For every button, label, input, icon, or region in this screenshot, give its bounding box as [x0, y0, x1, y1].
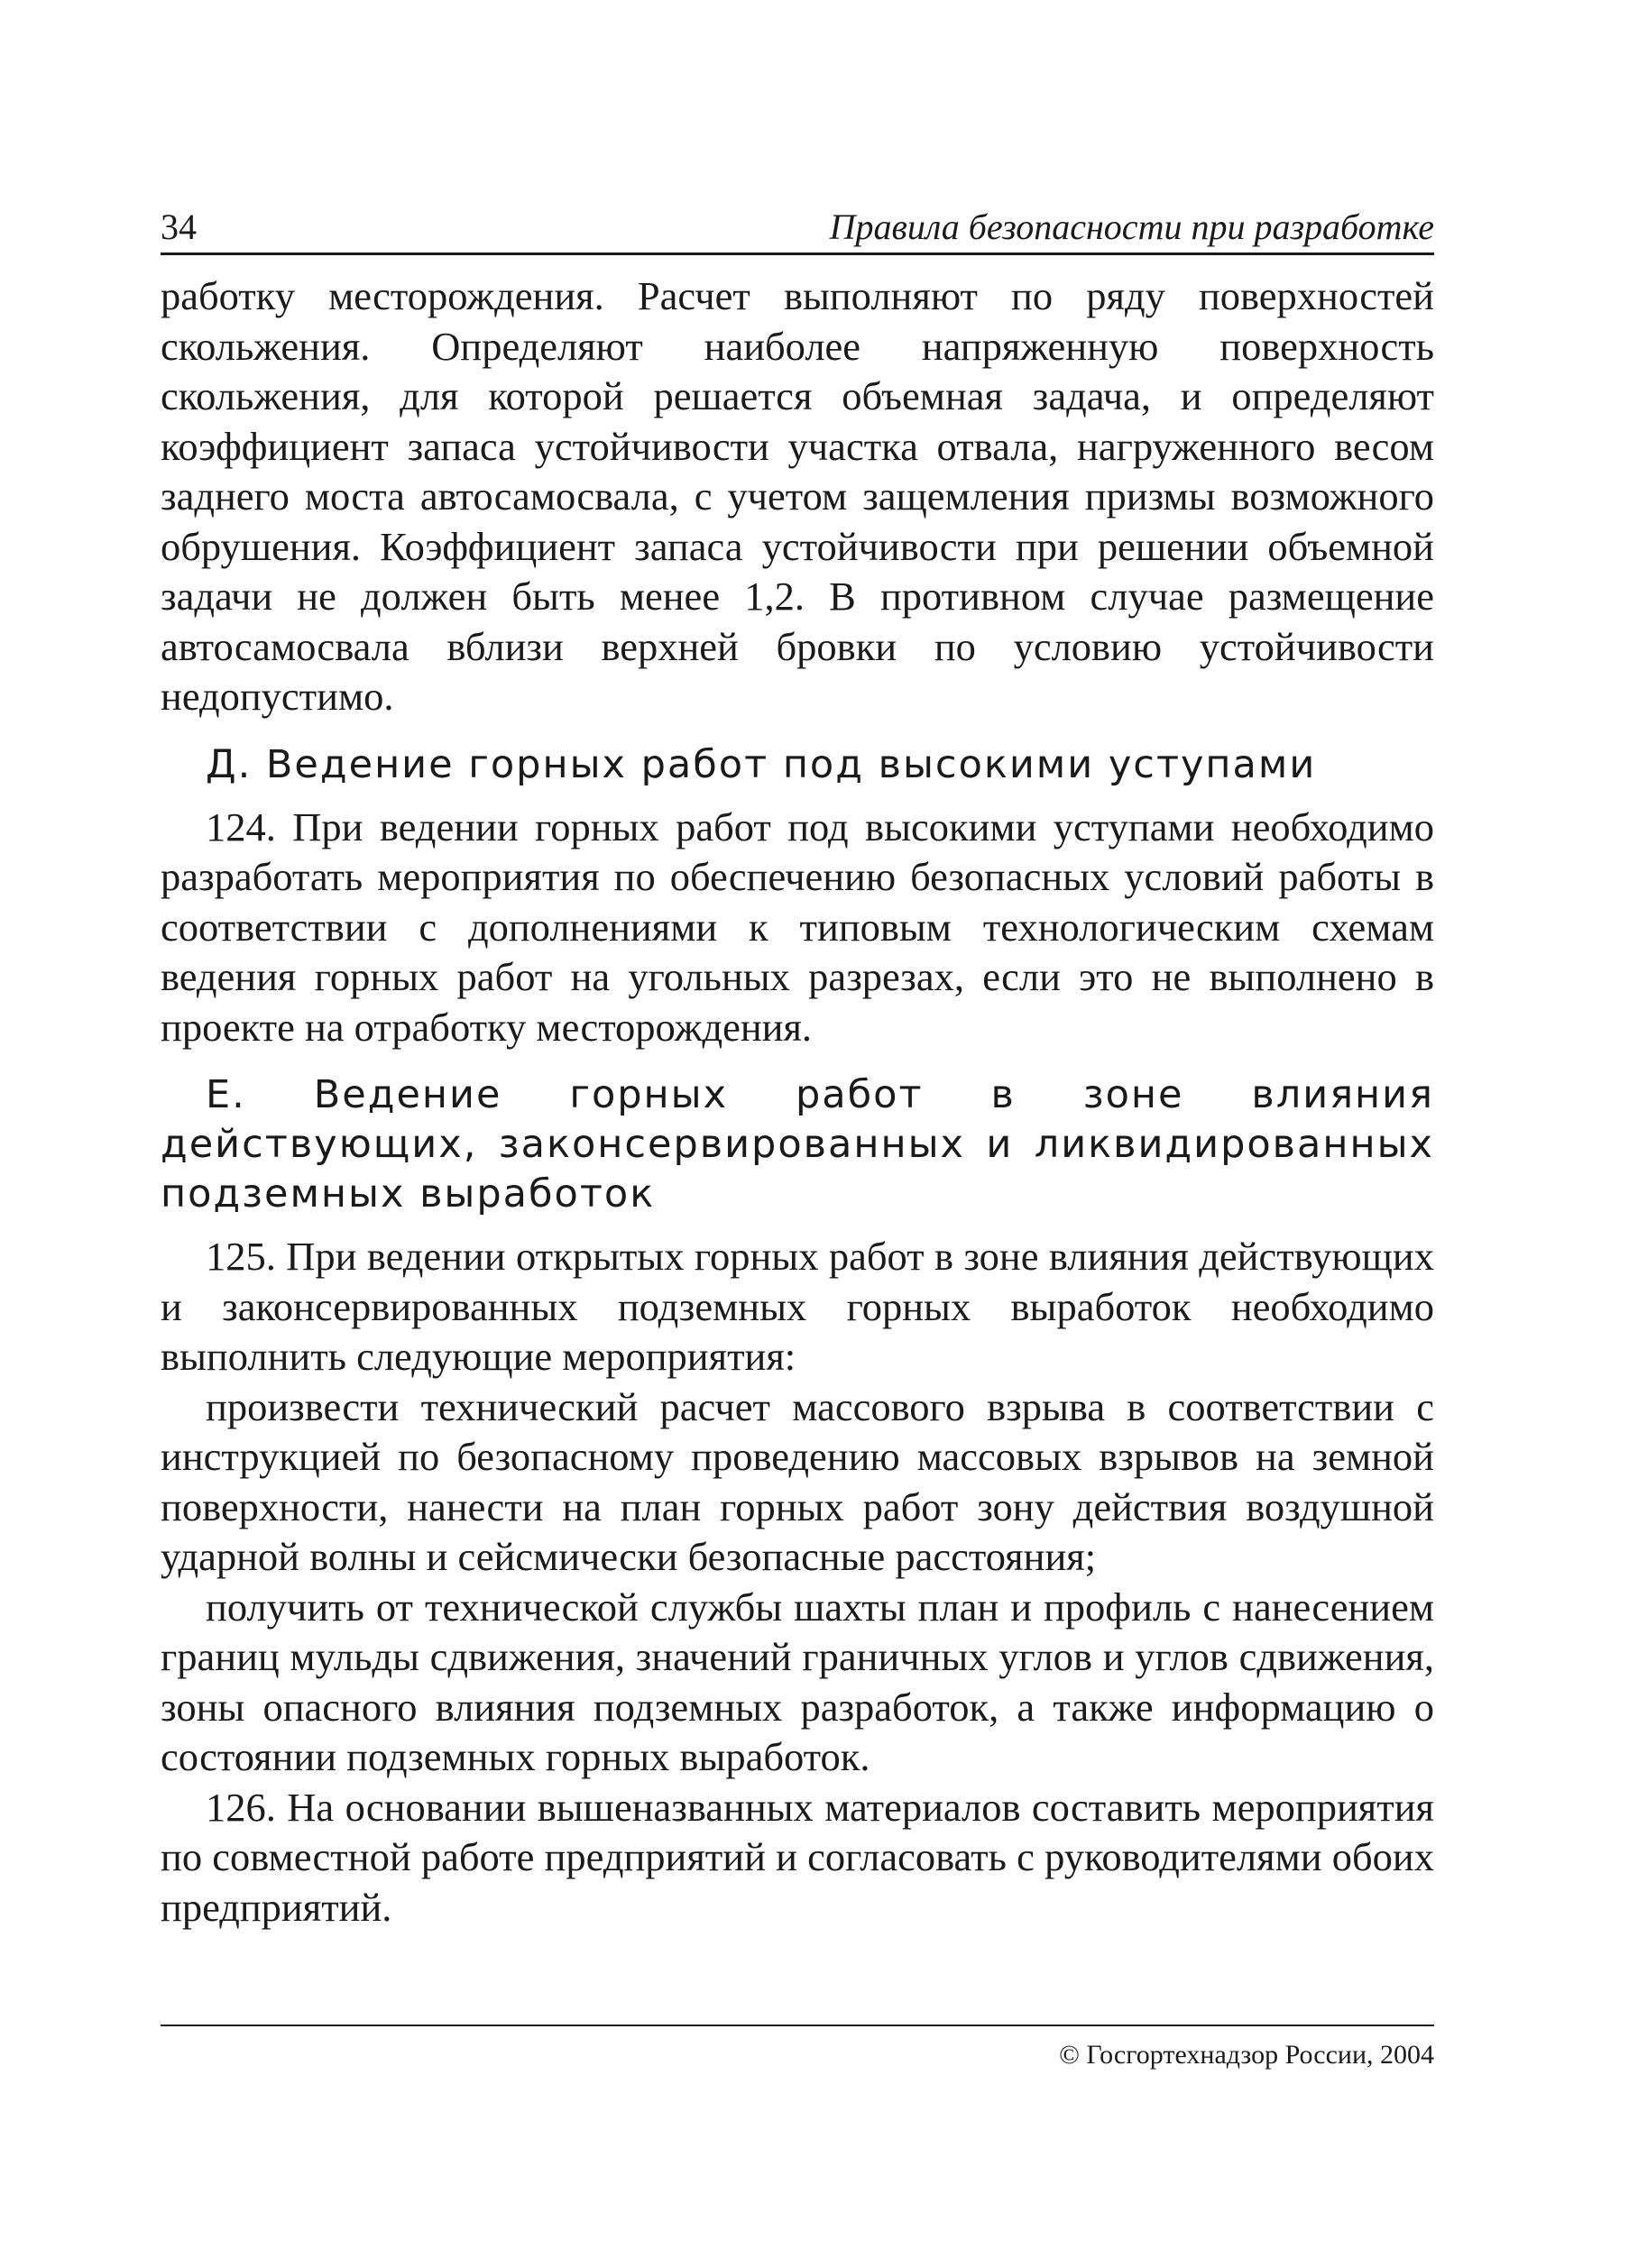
paragraph-124: 124. При ведении горных работ под высокими уступами необходимо разработать мероприятия по обеспечению безопасных условий работы в соответствии с дополнениями к типовым технологическим схемам ведения горных работ на угольных разрезах, если это не выполнено в проекте на отработку месторождения. [161, 803, 1434, 1050]
paragraph-126: 126. На основании вышеназванных материалов составить мероприятия по совместной работе предприятий и согласовать с руководителями обоих предприятий. [161, 1784, 1434, 1930]
footer-copyright: © Госгортехнадзор России, 2004 [1059, 2040, 1434, 2070]
footer-divider [161, 2025, 1434, 2026]
paragraph-125-item-2: получить от технической службы шахты план и профиль с нанесением границ мульды сдвижения, значений граничных углов и углов сдвижения, зоны опасного влияния подземных разработок, а также информацию о состоянии подземных горных выработок. [161, 1584, 1434, 1779]
running-title: Правила безопасности при разработке [829, 207, 1434, 247]
paragraph-125: 125. При ведении открытых горных работ в зоне влияния действующих и законсервированных подземных горных выработок необходимо выполнить следующие мероприятия: [161, 1234, 1434, 1379]
paragraph-125-item-1: произвести технический расчет массового взрыва в соответствии с инструкцией по безопасному проведению массовых взрывов на земной поверхности, нанести на план горных работ зону действия воздушной ударной волны и сейсмически безопасные расстояния; [161, 1383, 1434, 1579]
section-heading-e: Е. Ведение горных работ в зоне влияния действующих, законсервированных и ликвидированных подземных выработок [161, 1072, 1434, 1217]
intro-paragraph: работку месторождения. Расчет выполняют по ряду поверхностей скольжения. Определяют наиболее напряженную поверхность скольжения, для которой решается объемная задача, и определяют коэффициент запаса устойчивости участка отвала, нагруженного весом заднего моста автосамосвала, с учетом защемления призмы возможного обрушения. Коэффициент запаса устойчивости при решении объемной задачи не должен быть менее 1,2. В противном случае размещение автосамосвала вблизи верхней бровки по условию устойчивости недопустимо. [161, 273, 1434, 719]
running-header [161, 207, 1434, 255]
section-heading-d: Д. Ведение горных работ под высокими уступами [206, 741, 1317, 787]
document-page [161, 207, 1434, 1933]
page-number: 34 [161, 207, 197, 247]
